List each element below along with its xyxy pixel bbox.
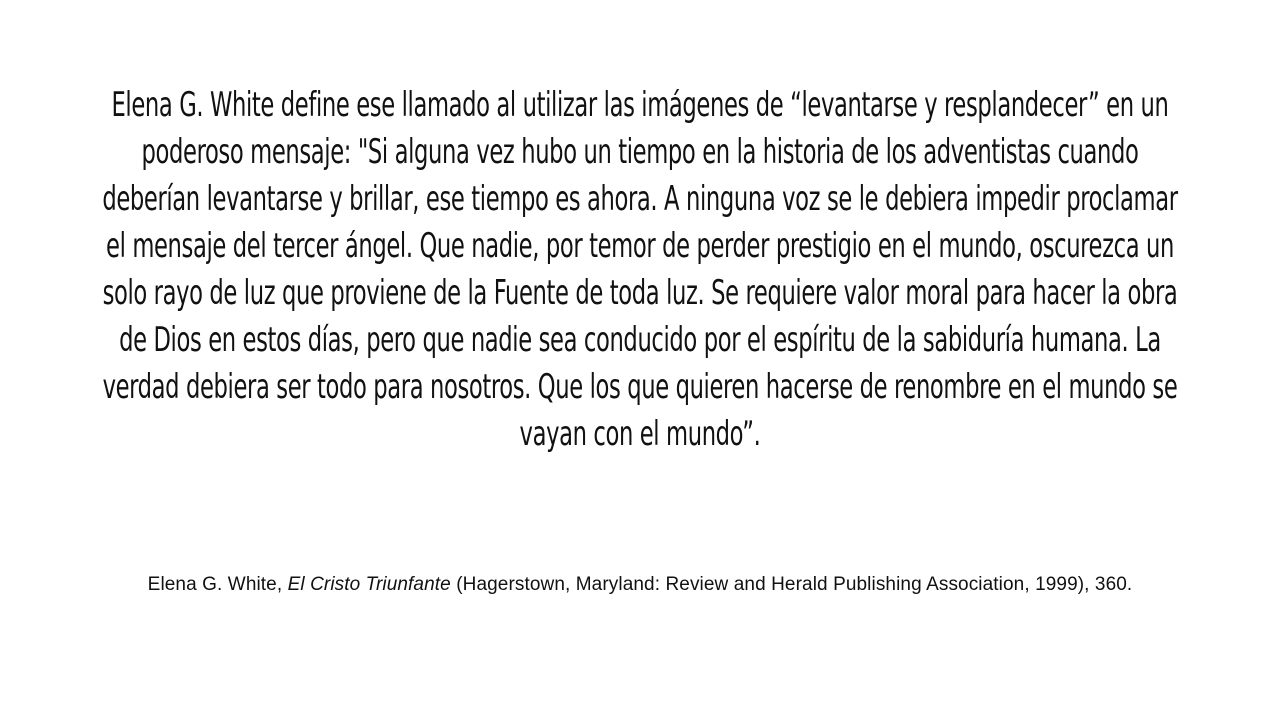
quote-text: Elena G. White define ese llamado al utilizar las imágenes de “levantarse y resplandecer” en un poderoso mensaje: "Si alguna vez hubo un tiempo en la historia de los adventistas cuando deberían levantarse y brillar, ese tiempo es ahora. A ninguna voz se le debiera impedir proclamar el mensaje del tercer ángel. Que nadie, por temor de perder prestigio en el mundo, oscurezca un solo rayo de luz que proviene de la Fuente de toda luz. Se requiere valor moral para hacer la obra de Dios en estos días, pero que nadie sea conducido por el espíritu de la sabiduría humana. La verdad debiera ser todo para nosotros. Que los que quieren hacerse de renombre en el mundo se vayan con el mundo”. [102,85,1178,454]
citation-author: Elena G. White, [147,574,288,595]
citation-book-title: El Cristo Triunfante [287,574,451,595]
citation-publication: (Hagerstown, Maryland: Review and Herald Publishing Association, 1999), 360. [450,574,1133,595]
citation [0,572,1280,598]
